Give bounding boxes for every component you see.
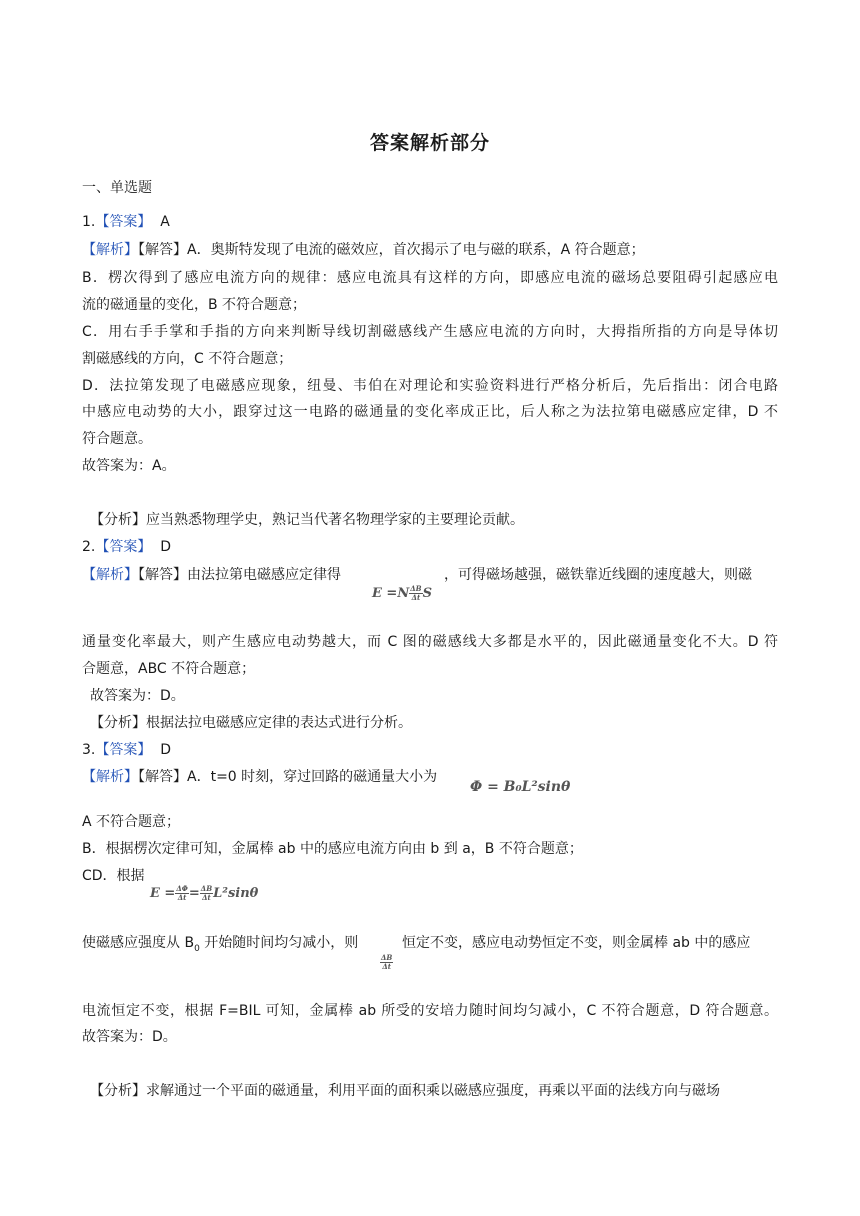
fraction <box>409 585 422 602</box>
q3-text: 【解答】A．t=0 时刻，穿过回路的磁通量大小为 <box>138 769 438 785</box>
fraction-denominator: Δt <box>202 893 211 902</box>
fraction-denominator: Δt <box>382 962 392 971</box>
q3-formula-rate <box>380 954 393 971</box>
q2-text: 合题意，ABC 不符合题意； <box>82 661 256 677</box>
formula-part: E =N <box>372 586 410 601</box>
q3-text: A 不符合题意； <box>82 814 181 830</box>
formula-part: = <box>188 886 200 901</box>
q3-analysis-label: 【解析】 <box>82 769 138 785</box>
subscript: 0 <box>194 943 200 954</box>
q3-text: B．根据楞次定律可知，金属棒 ab 中的感应电流方向由 b 到 a，B 不符合题意； <box>82 841 583 857</box>
q2-answer: D <box>160 539 172 555</box>
q1-analysis-line <box>82 240 645 260</box>
q2-analysis-line-left <box>82 565 341 585</box>
q2-answer-line <box>82 537 171 557</box>
q3-answer-line <box>82 740 171 760</box>
q3-number: 3. <box>82 742 96 758</box>
q1-text: B．楞次得到了感应电流方向的规律：感应电流具有这样的方向，即感应电流的磁场总要阻碍引起感应电 <box>82 270 778 286</box>
q3-formula-flux: Φ = B₀L²sinθ <box>470 779 571 795</box>
q2-number: 2. <box>82 539 96 555</box>
fraction-denominator: Δt <box>177 893 187 902</box>
formula-part: E = <box>150 886 176 901</box>
q3-fenxi: 【分析】求解通过一个平面的磁通量，利用平面的面积乘以磁感应强度，再乘以平面的法线方向与磁场 <box>90 1083 720 1099</box>
q2-conclusion: 故答案为：D。 <box>90 688 185 704</box>
fraction-numerator: ΔB <box>410 584 422 593</box>
q1-number: 1. <box>82 214 96 230</box>
q1-conclusion: 故答案为：A。 <box>82 458 176 474</box>
fraction-numerator: ΔΦ <box>176 884 188 893</box>
q1-fenxi: 【分析】应当熟悉物理学史，熟记当代著名物理学家的主要理论贡献。 <box>90 512 524 528</box>
q2-text: 通量变化率最大，则产生感应电动势越大，而 C 图的磁感线大多都是水平的，因此磁通量变化不大。D 符 <box>82 634 778 650</box>
q3-text: 开始随时间均匀减小，则 <box>199 935 359 951</box>
section-heading: 一、单选题 <box>82 180 152 196</box>
q2-text: 【解答】由法拉第电磁感应定律得 <box>138 567 341 583</box>
fraction-numerator: ΔB <box>200 884 213 893</box>
q3-text: 使磁感应强度从 B <box>82 935 195 951</box>
fraction <box>200 885 213 902</box>
q3-text: 恒定不变，感应电动势恒定不变，则金属棒 ab 中的感应 <box>402 935 751 951</box>
q2-text: ，可得磁场越强，磁铁靠近线圈的速度越大，则磁 <box>444 567 752 583</box>
q1-text: 流的磁通量的变化，B 不符合题意； <box>82 297 307 313</box>
q1-text: 割磁感线的方向，C 不符合题意； <box>82 351 293 367</box>
q3-text-left <box>82 933 358 959</box>
q3-analysis-line <box>82 767 437 787</box>
fraction-denominator: Δt <box>411 593 421 602</box>
fraction <box>175 885 189 902</box>
q1-text: C．用右手手掌和手指的方向来判断导线切割磁感线产生感应电流的方向时，大拇指所指的方向是导体切 <box>82 324 778 340</box>
q1-text: 中感应电动势的大小，跟穿过这一电路的磁通量的变化率成正比，后人称之为法拉第电磁感应定律，D 不 <box>82 404 778 420</box>
q3-conclusion: 故答案为：D。 <box>82 1029 177 1045</box>
q3-text: 电流恒定不变，根据 F=BIL 可知，金属棒 ab 所受的安培力随时间均匀减小，C 不符合题意，D 符合题意。 <box>82 1003 778 1019</box>
q3-formula-emf <box>150 885 258 902</box>
q1-answer-line <box>82 212 170 232</box>
q1-text: 【解答】A．奥斯特发现了电流的磁效应，首次揭示了电与磁的联系，A 符合题意； <box>138 242 645 258</box>
q2-fenxi: 【分析】根据法拉电磁感应定律的表达式进行分析。 <box>90 715 412 731</box>
formula-part: S <box>422 586 432 601</box>
q3-answer-label: 【答案】 <box>95 742 152 758</box>
formula-part: L²sinθ <box>213 886 259 901</box>
q1-text: D．法拉第发现了电磁感应现象，纽曼、韦伯在对理论和实验资料进行严格分析后，先后指出：闭合电路 <box>82 378 778 394</box>
q2-formula <box>372 585 432 602</box>
fraction <box>380 954 393 971</box>
q2-answer-label: 【答案】 <box>95 539 152 555</box>
q3-text: CD．根据 <box>82 868 145 884</box>
q1-answer: A <box>160 214 170 230</box>
q1-answer-label: 【答案】 <box>95 214 152 230</box>
q1-text: 符合题意。 <box>82 431 152 447</box>
page-title: 答案解析部分 <box>369 132 490 154</box>
q2-analysis-label: 【解析】 <box>82 567 138 583</box>
fraction-numerator: ΔB <box>381 953 393 962</box>
q1-analysis-label: 【解析】 <box>82 242 138 258</box>
q3-answer: D <box>160 742 172 758</box>
